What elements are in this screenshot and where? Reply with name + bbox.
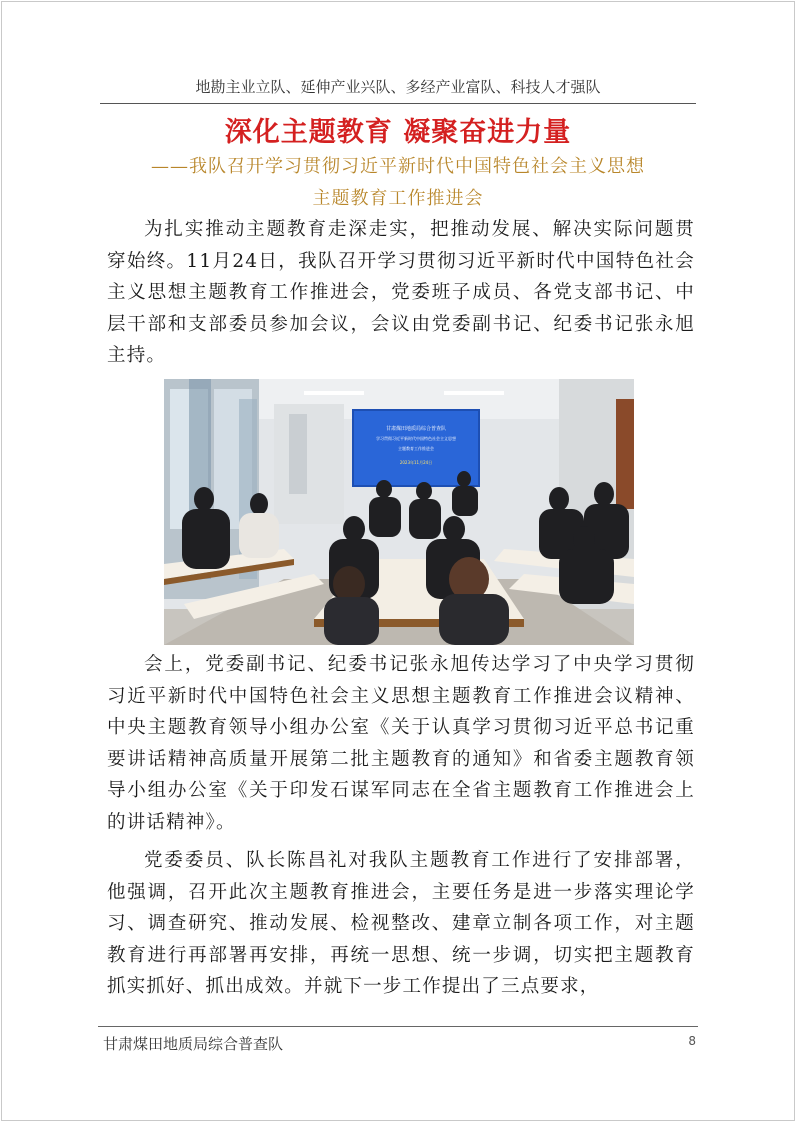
meeting-photo [164, 379, 634, 645]
screen-text-line4: 2023年11月24日 [399, 460, 433, 465]
article-title: 深化主题教育 凝聚奋进力量 [224, 117, 572, 148]
screen-text-line1: 甘肃煤田地质局综合普查队 [385, 426, 447, 432]
footer-organization: 甘肃煤田地质局综合普查队 [103, 1035, 284, 1053]
header-divider [100, 103, 696, 104]
page-number: 8 [688, 1034, 696, 1048]
footer-divider [98, 1026, 698, 1027]
article-subtitle-line1: ——我队召开学习贯彻习近平新时代中国特色社会主义思想 [151, 156, 645, 177]
article-subtitle-line2: 主题教育工作推进会 [312, 188, 484, 209]
screen-text-line3: 主题教育工作推进会 [398, 446, 434, 451]
page-header-slogan: 地勘主业立队、延伸产业兴队、多经产业富队、科技人才强队 [195, 78, 601, 96]
paragraph-captain-remarks: 党委委员、队长陈昌礼对我队主题教育工作进行了安排部署，他强调，召开此次主题教育推进会，主要任务是进一步落实理论学习、调查研究、推动发展、检视整改、建章立制各项工作，对主题教育进行再部署再安排，再统一思想、统一步调，切实把主题教育抓实抓好、抓出成效。并就下一步工作提出了三点要求， [107, 850, 695, 997]
paragraph-meeting-content: 会上，党委副书记、纪委书记张永旭传达学习了中央学习贯彻习近平新时代中国特色社会主义思想主题教育工作推进会议精神、中央主题教育领导小组办公室《关于认真学习贯彻习近平总书记重要讲话精神高质量开展第二批主题教育的通知》和省委主题教育领导小组办公室《关于印发石谋军同志在全省主题教育工作推进会上的讲话精神》。 [107, 654, 695, 833]
paragraph-intro: 为扎实推动主题教育走深走实，把推动发展、解决实际问题贯穿始终。11月24日，我队召开学习贯彻习近平新时代中国特色社会主义思想主题教育工作推进会，党委班子成员、各党支部书记、中层干部和支部委员参加会议，会议由党委副书记、纪委书记张永旭主持。 [107, 219, 695, 366]
screen-text-line2: 学习贯彻习近平新时代中国特色社会主义思想 [376, 436, 456, 441]
